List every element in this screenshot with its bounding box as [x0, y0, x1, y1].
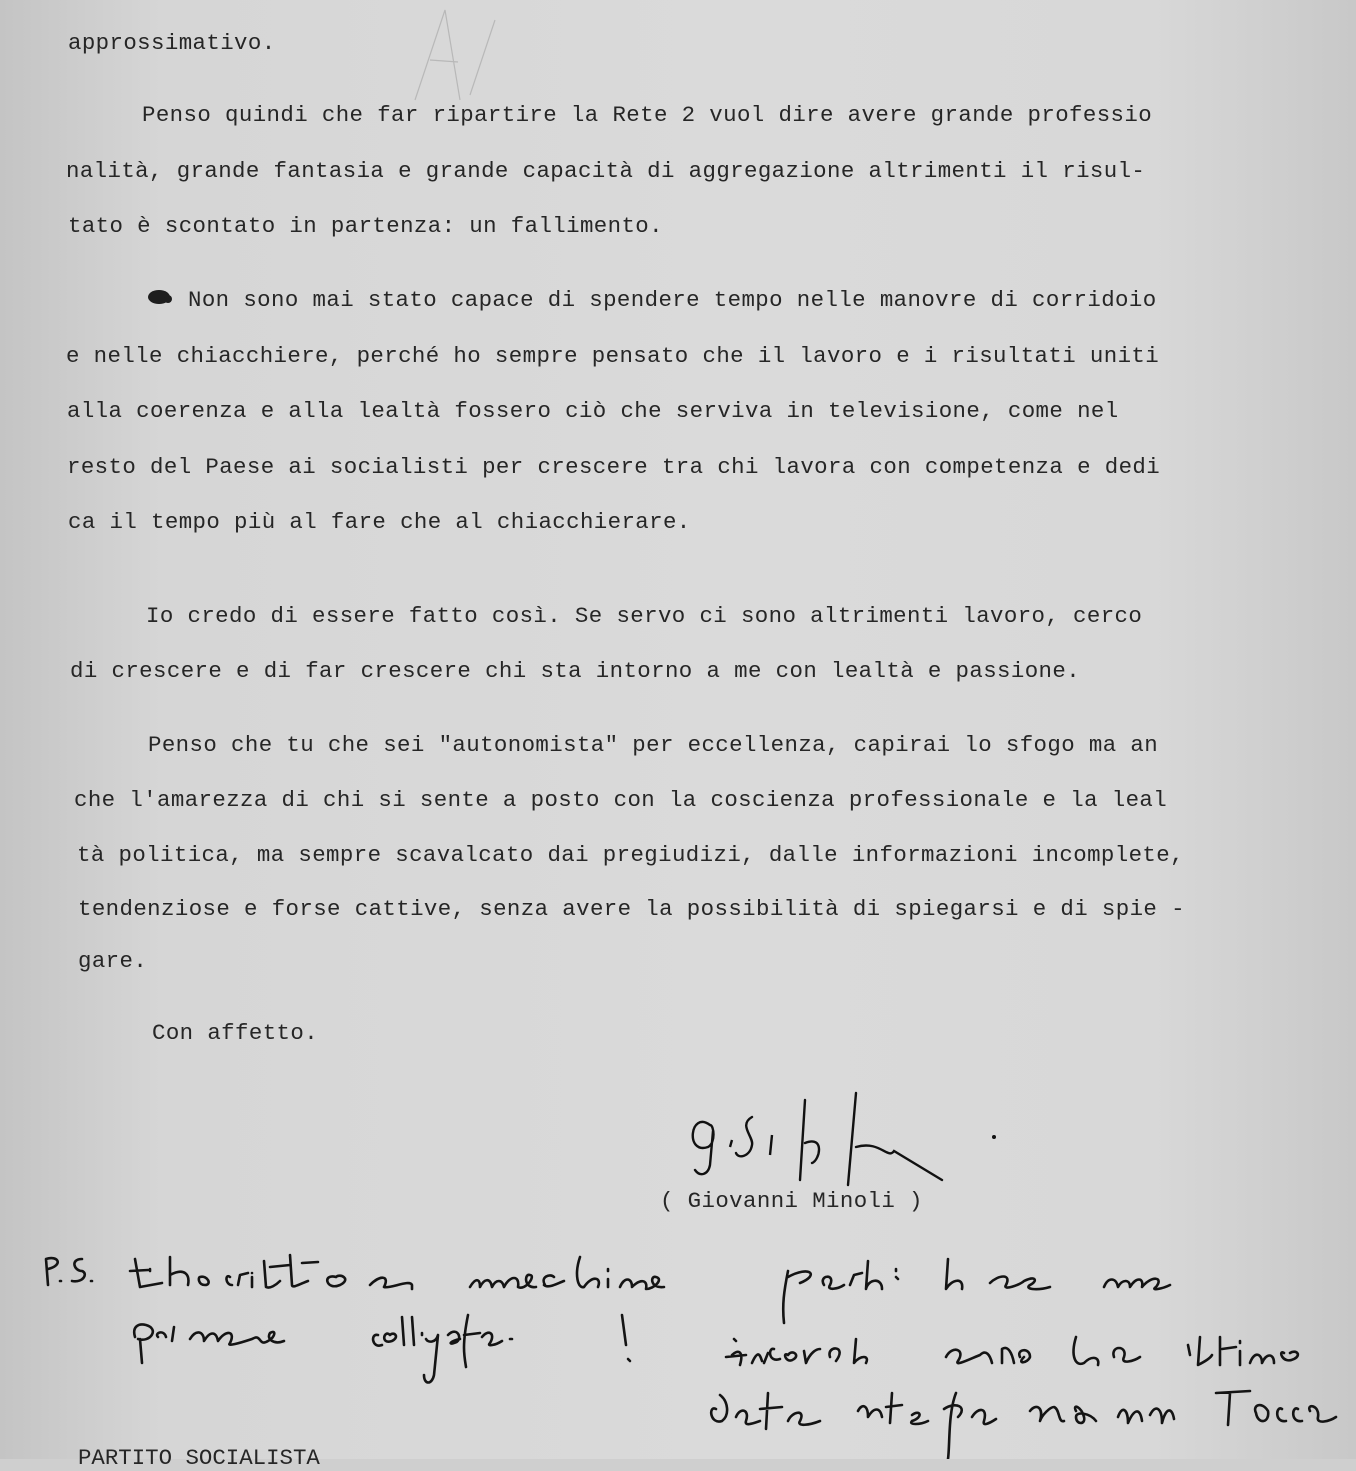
- letter-line-1: approssimativo.: [68, 30, 276, 56]
- letter-line-4: tato è scontato in partenza: un fallimento.: [68, 213, 663, 239]
- letter-line-3: nalità, grande fantasia e grande capacità di aggregazione altrimenti il risul-: [66, 158, 1146, 184]
- letterhead-footer: PARTITO SOCIALISTA: [78, 1445, 320, 1471]
- letter-line-15: tendenziose e forse cattive, senza avere la possibilità di spiegarsi e di spie -: [78, 896, 1185, 922]
- letter-line-2: Penso quindi che far ripartire la Rete 2 vuol dire avere grande professio: [142, 102, 1153, 128]
- letter-line-10: Io credo di essere fatto così. Se servo ci sono altrimenti lavoro, cerco: [146, 603, 1143, 629]
- handwritten-postscript: [40, 1245, 1350, 1459]
- signature-name: ( Giovanni Minoli ): [660, 1188, 923, 1214]
- closing: Con affetto.: [152, 1020, 319, 1046]
- letter-line-9: ca il tempo più al fare che al chiacchierare.: [68, 509, 691, 535]
- letter-line-13: che l'amarezza di chi si sente a posto con la coscienza professionale e la leal: [74, 787, 1168, 813]
- pencil-scribble: [400, 0, 520, 110]
- letter-line-12: Penso che tu che sei "autonomista" per eccellenza, capirai lo sfogo ma an: [148, 732, 1159, 758]
- letter-line-11: di crescere e di far crescere chi sta intorno a me con lealtà e passione.: [70, 658, 1081, 684]
- letter-line-6: e nelle chiacchiere, perché ho sempre pensato che il lavoro e i risultati uniti: [66, 343, 1160, 369]
- ink-blot: [146, 287, 174, 307]
- letter-line-5: Non sono mai stato capace di spendere tempo nelle manovre di corridoio: [188, 287, 1157, 313]
- letter-line-16: gare.: [78, 948, 148, 974]
- letter-line-7: alla coerenza e alla lealtà fossero ciò che serviva in televisione, come nel: [67, 398, 1119, 424]
- letter-line-14: tà politica, ma sempre scavalcato dai pregiudizi, dalle informazioni incomplete,: [77, 842, 1184, 868]
- handwritten-signature: [680, 1085, 1000, 1195]
- letter-line-8: resto del Paese ai socialisti per crescere tra chi lavora con competenza e dedi: [67, 454, 1161, 480]
